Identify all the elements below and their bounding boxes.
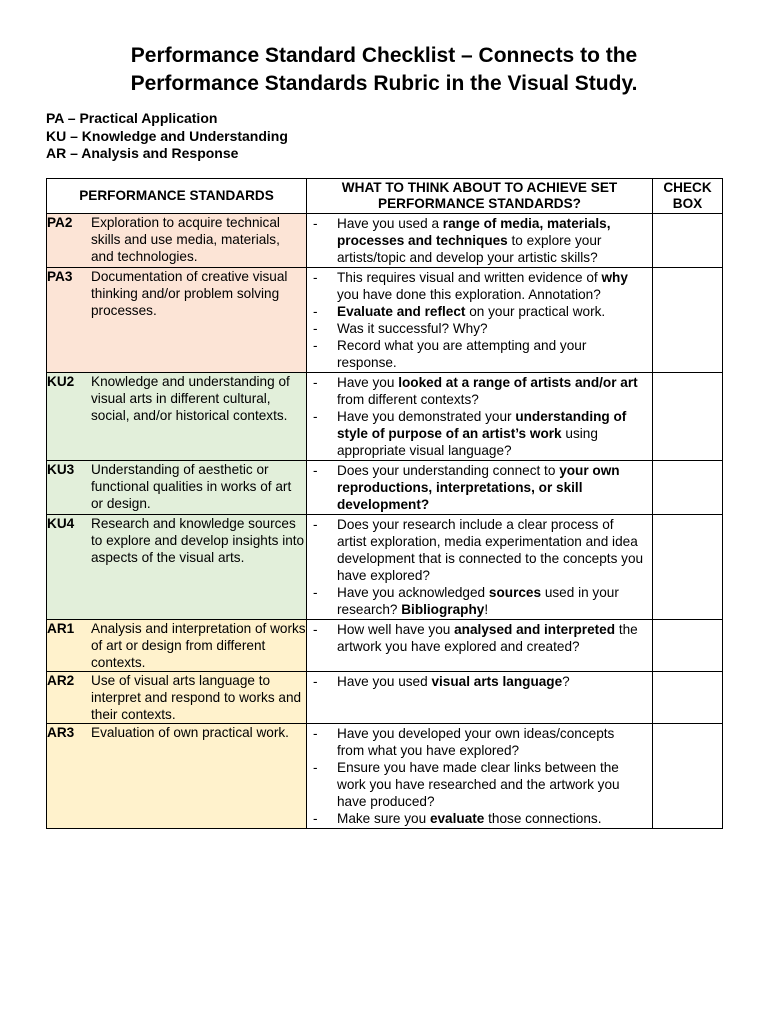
question-emphasis: Evaluate and reflect xyxy=(337,304,466,319)
standard-cell xyxy=(47,214,307,268)
table-row xyxy=(47,515,723,620)
standard-code: AR2 xyxy=(47,673,75,688)
standard-cell xyxy=(47,620,307,672)
standard-cell xyxy=(47,515,307,620)
questions-cell xyxy=(307,214,653,268)
header-performance-standards: PERFORMANCE STANDARDS xyxy=(47,179,307,214)
standard-code: KU4 xyxy=(47,516,75,531)
table-row xyxy=(47,620,723,672)
title-line-1: Performance Standard Checklist – Connects to the xyxy=(130,44,638,67)
table-row xyxy=(47,724,723,829)
questions-cell xyxy=(307,373,653,461)
question-text: Have you demonstrated your xyxy=(337,409,516,424)
check-box-cell[interactable] xyxy=(653,461,723,515)
question-list xyxy=(307,672,652,691)
question-item xyxy=(337,673,644,690)
question-text: Does your research include a clear process of artist exploration, media experimentation and idea development that is connected to the concepts you have explored? xyxy=(337,517,644,583)
standard-code: KU3 xyxy=(47,462,75,477)
header-think-line-2: PERFORMANCE STANDARDS? xyxy=(378,196,581,211)
check-box-cell[interactable] xyxy=(653,268,723,373)
standard-description: Evaluation of own practical work. xyxy=(91,725,289,740)
standard-code: PA2 xyxy=(47,215,73,230)
question-item xyxy=(337,374,644,408)
question-list xyxy=(307,620,652,656)
questions-cell xyxy=(307,672,653,724)
question-text: ? xyxy=(562,674,570,689)
legend-item-ku: KU – Knowledge and Understanding xyxy=(46,127,288,144)
questions-cell xyxy=(307,620,653,672)
questions-cell xyxy=(307,515,653,620)
check-box-cell[interactable] xyxy=(653,620,723,672)
question-item xyxy=(337,408,644,459)
question-emphasis: visual arts language xyxy=(431,674,563,689)
standard-description: Documentation of creative visual thinking and/or problem solving processes. xyxy=(91,269,288,318)
legend-item-ar: AR – Analysis and Response xyxy=(46,145,239,161)
question-list xyxy=(307,461,652,514)
question-text: you have done this exploration. Annotation? xyxy=(337,287,601,302)
question-emphasis: sources xyxy=(488,585,542,600)
question-text: Record what you are attempting and your response. xyxy=(337,338,587,370)
question-emphasis: range of media, materials, processes and techniques xyxy=(337,216,611,248)
question-emphasis: evaluate xyxy=(429,811,485,826)
table-row xyxy=(47,461,723,515)
question-text: Does your understanding connect to xyxy=(337,463,560,478)
checklist-table xyxy=(46,178,723,829)
standard-code: AR3 xyxy=(47,725,75,740)
question-text: ! xyxy=(484,602,489,617)
check-box-cell[interactable] xyxy=(653,214,723,268)
question-emphasis: looked at a range of artists and/or art xyxy=(398,375,638,390)
table-header-row xyxy=(47,179,723,214)
question-text: Make sure you xyxy=(337,811,430,826)
check-box-cell[interactable] xyxy=(653,724,723,829)
header-check-box xyxy=(653,179,723,214)
standard-cell xyxy=(47,461,307,515)
question-emphasis: understanding of style of purpose of an artist’s work xyxy=(337,409,627,441)
question-text: the artwork you have explored and created? xyxy=(337,622,638,654)
question-text: from different contexts? xyxy=(337,392,479,407)
questions-cell xyxy=(307,461,653,515)
question-text: using appropriate visual language? xyxy=(337,426,598,458)
questions-cell xyxy=(307,268,653,373)
question-text: to explore your artists/topic and develop your artistic skills? xyxy=(337,233,602,265)
standard-code: AR1 xyxy=(47,621,75,636)
question-item xyxy=(337,269,644,303)
question-text: Have you acknowledged xyxy=(337,585,489,600)
standard-description: Use of visual arts language to interpret and respond to works and their contexts. xyxy=(91,673,302,722)
header-think-line-1: WHAT TO THINK ABOUT TO ACHIEVE SET xyxy=(341,180,618,195)
question-text: Have you xyxy=(337,375,399,390)
question-text: Was it successful? Why? xyxy=(337,321,488,336)
header-what-to-think-about xyxy=(307,179,653,214)
standard-code: PA3 xyxy=(47,269,73,284)
table-row xyxy=(47,214,723,268)
question-list xyxy=(307,214,652,267)
header-check-line-1: CHECK xyxy=(663,180,712,195)
question-text: Have you developed your own ideas/concepts from what you have explored? xyxy=(337,726,615,758)
question-item xyxy=(337,337,644,371)
legend-item-pa: PA – Practical Application xyxy=(46,110,218,126)
question-text: Have you used a xyxy=(337,216,443,231)
question-emphasis: your own reproductions, interpretations, or skill development? xyxy=(337,463,620,512)
check-box-cell[interactable] xyxy=(653,373,723,461)
question-item xyxy=(337,462,644,513)
question-list xyxy=(307,373,652,460)
standard-cell xyxy=(47,373,307,461)
question-item xyxy=(337,516,644,584)
question-item xyxy=(337,810,644,827)
standard-description: Exploration to acquire technical skills and use media, materials, and technologies. xyxy=(91,215,280,264)
question-text: those connections. xyxy=(484,811,602,826)
page-title xyxy=(0,42,768,98)
header-check-line-2: BOX xyxy=(672,196,703,211)
abbreviation-legend xyxy=(46,110,288,163)
question-text: on your practical work. xyxy=(465,304,606,319)
question-item xyxy=(337,621,644,655)
standard-cell xyxy=(47,672,307,724)
standard-description: Research and knowledge sources to explore and develop insights into aspects of the visual arts. xyxy=(91,516,305,565)
questions-cell xyxy=(307,724,653,829)
standard-description: Understanding of aesthetic or functional qualities in works of art or design. xyxy=(91,462,292,511)
table-row xyxy=(47,672,723,724)
title-line-2: Performance Standards Rubric in the Visual Study. xyxy=(130,72,638,95)
question-text: used in your research? xyxy=(337,585,619,617)
question-emphasis: why xyxy=(601,270,628,285)
question-list xyxy=(307,268,652,372)
question-list xyxy=(307,515,652,619)
standard-description: Knowledge and understanding of visual arts in different cultural, social, and/or historical contexts. xyxy=(91,374,290,423)
question-item xyxy=(337,759,644,810)
question-text: Have you used xyxy=(337,674,432,689)
check-box-cell[interactable] xyxy=(653,672,723,724)
standard-cell xyxy=(47,724,307,829)
question-item xyxy=(337,725,644,759)
question-list xyxy=(307,724,652,828)
question-text: How well have you xyxy=(337,622,455,637)
question-item xyxy=(337,303,644,320)
question-emphasis: Bibliography xyxy=(401,602,485,617)
question-emphasis: analysed and interpreted xyxy=(454,622,616,637)
question-item xyxy=(337,320,644,337)
question-text: This requires visual and written evidence of xyxy=(337,270,602,285)
standard-code: KU2 xyxy=(47,374,75,389)
standard-cell xyxy=(47,268,307,373)
table-row xyxy=(47,373,723,461)
table-row xyxy=(47,268,723,373)
question-text: Ensure you have made clear links between the work you have researched and the artwork you have produced? xyxy=(337,760,620,809)
standard-description: Analysis and interpretation of works of art or design from different contexts. xyxy=(91,621,306,670)
question-item xyxy=(337,584,644,618)
check-box-cell[interactable] xyxy=(653,515,723,620)
question-item xyxy=(337,215,644,266)
